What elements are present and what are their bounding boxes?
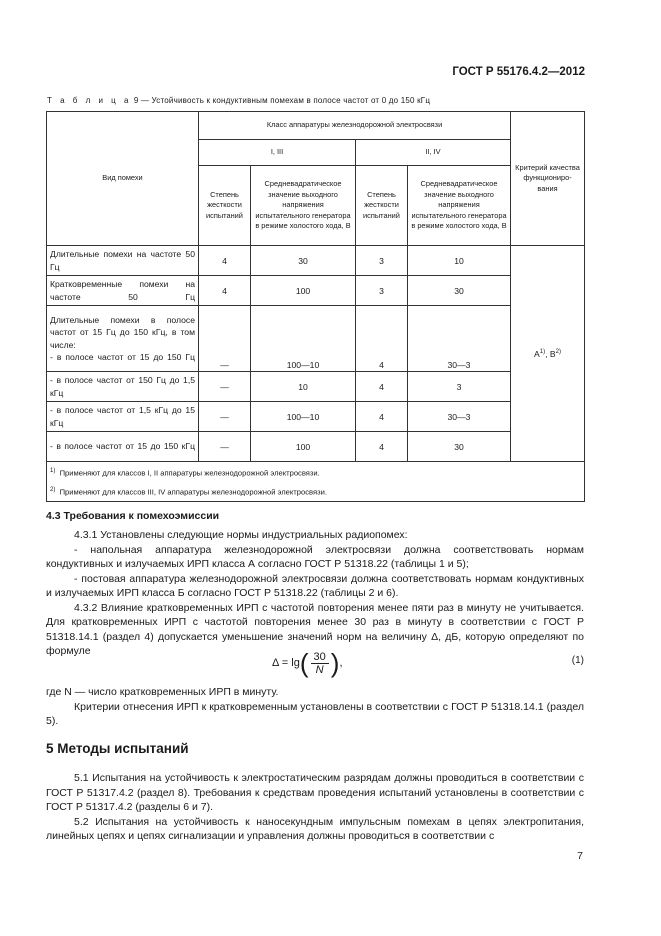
table-row bbox=[47, 276, 585, 306]
table-row bbox=[47, 306, 585, 372]
row-severity-2: 4 bbox=[356, 372, 408, 402]
row-voltage-2: 30 bbox=[408, 432, 511, 462]
header-group-1: I, III bbox=[199, 140, 356, 166]
row-severity-2: 4 bbox=[356, 432, 408, 462]
section-4-3-title: 4.3 Требования к помехоэмиссии bbox=[46, 510, 220, 522]
row-severity-2: 3 bbox=[356, 246, 408, 276]
row-severity-1: — bbox=[199, 306, 251, 372]
paragraph-4-3-1: 4.3.1 Установлены следующие нормы индустриальных радиопомех: bbox=[74, 529, 408, 541]
formula-lhs: Δ = lg bbox=[272, 657, 300, 669]
row-severity-2: 4 bbox=[356, 306, 408, 372]
right-paren: ) bbox=[330, 648, 340, 678]
row-severity-2: 4 bbox=[356, 402, 408, 432]
table-row bbox=[47, 372, 585, 402]
where-text: где N — число кратковременных ИРП в минуту. bbox=[46, 686, 279, 698]
formula-fraction bbox=[311, 651, 329, 676]
footnote-mark: 2) bbox=[50, 486, 56, 493]
row-voltage-2: 30—3 bbox=[408, 306, 511, 372]
row-voltage-2: 30 bbox=[408, 276, 511, 306]
criteria-cell bbox=[511, 246, 585, 462]
row-voltage-1: 100—10 bbox=[251, 306, 356, 372]
criteria-sup-a: 1) bbox=[539, 348, 546, 355]
row-voltage-1: 100—10 bbox=[251, 402, 356, 432]
table-row bbox=[47, 246, 585, 276]
footnote-mark: 1) bbox=[50, 468, 56, 474]
table-9 bbox=[46, 111, 585, 502]
formula bbox=[272, 650, 343, 676]
row-severity-1: 4 bbox=[199, 246, 251, 276]
row-voltage-2: 3 bbox=[408, 372, 511, 402]
header-type: Вид помехи bbox=[47, 112, 199, 246]
criteria-text: Критерии отнесения ИРП к кратковременным установлены в соответствии с ГОСТ Р 51318.14.1 (раздел 5). bbox=[46, 700, 584, 727]
criteria-b: В bbox=[549, 348, 556, 359]
list-item: - напольная аппаратура железнодорожной электросвязи должна соответствовать нормам кондуктивных и излучаемых ИРП класса А согласно ГОСТ Р 51318.22 (таблицы 1 и 5); bbox=[46, 543, 584, 570]
header-class: Класс аппаратуры железнодорожной электросвязи bbox=[199, 112, 511, 140]
criteria-sup-b: 2) bbox=[555, 348, 561, 355]
criteria-a: А bbox=[534, 348, 540, 359]
section-5-title: 5 Методы испытаний bbox=[46, 741, 189, 756]
row-label: Длительные помехи на частоте 50 Гц bbox=[47, 246, 199, 276]
paragraph-5-1: 5.1 Испытания на устойчивость к электростатическим разрядам должны проводиться в соответствии с ГОСТ Р 51317.4.2 (раздел 8). Требования к средствам проведения испытаний установлены в соответствии с ГОСТ Р 51317.4.2 (разделы 6 и 7). bbox=[46, 772, 584, 813]
caption-prefix: Т а б л и ц а bbox=[47, 96, 132, 105]
formula-tail: , bbox=[339, 657, 343, 669]
row-severity-2: 3 bbox=[356, 276, 408, 306]
formula-denominator: N bbox=[315, 663, 324, 676]
section-5-body bbox=[46, 771, 584, 844]
footnote-1 bbox=[50, 463, 581, 482]
row-label bbox=[47, 306, 199, 372]
header-group-2: II, IV bbox=[356, 140, 511, 166]
criteria-sep: , bbox=[545, 348, 550, 359]
row-voltage-2: 10 bbox=[408, 246, 511, 276]
list-item: - постовая аппаратура железнодорожной электросвязи должна соответствовать нормам кондуктивных и излучаемых ИРП класса Б согласно ГОСТ Р 51318.22 (таблицы 2 и 6). bbox=[46, 572, 584, 599]
row-severity-1: — bbox=[199, 372, 251, 402]
row-voltage-2: 30—3 bbox=[408, 402, 511, 432]
header-severity-2: Степень жесткости испытаний bbox=[356, 166, 408, 246]
row-severity-1: 4 bbox=[199, 276, 251, 306]
page-number: 7 bbox=[577, 850, 583, 862]
paragraph-4-3-2: 4.3.2 Влияние кратковременных ИРП с частотой повторения менее пяти раз в минуту не учитывается. Для кратковременных ИРП с частотой повторения менее 30 раз в минуту в соответствии с ГОСТ Р 51318.14.1 (раздел 4) допускается уменьшение значений норм на величину Δ, дБ, которую определяют по формуле bbox=[46, 601, 584, 657]
header-voltage-2: Средневадратическое значение выходного напряжения испытательного генератора в режиме холостого хода, В bbox=[408, 166, 511, 246]
row-label-sub: - в полосе частот от 15 до 150 Гц bbox=[50, 352, 195, 362]
row-voltage-1: 100 bbox=[251, 276, 356, 306]
formula-numerator: 30 bbox=[311, 651, 329, 664]
caption-text: 9 — Устойчивость к кондуктивным помехам в полосе частот от 0 до 150 кГц bbox=[133, 96, 431, 105]
table-row bbox=[47, 432, 585, 462]
row-severity-1: — bbox=[199, 402, 251, 432]
section-4-3-body bbox=[46, 528, 584, 659]
section-4-3-tail bbox=[46, 685, 584, 729]
row-label: - в полосе частот от 15 до 150 кГц bbox=[47, 432, 199, 462]
row-label-main: Длительные помехи в полосе частот от 15 Гц до 150 кГц, в том числе: bbox=[50, 314, 195, 350]
table-row bbox=[47, 402, 585, 432]
table-caption bbox=[47, 96, 430, 105]
footnote-2 bbox=[50, 482, 581, 501]
row-label: - в полосе частот от 1,5 кГц до 15 кГц bbox=[47, 402, 199, 432]
row-label: - в полосе частот от 150 Гц до 1,5 кГц bbox=[47, 372, 199, 402]
row-voltage-1: 100 bbox=[251, 432, 356, 462]
document-code: ГОСТ Р 55176.4.2—2012 bbox=[452, 66, 585, 78]
row-label: Кратковременные помехи на частоте 50 Гц bbox=[47, 276, 199, 306]
table-footnotes bbox=[47, 462, 585, 502]
footnote-text: Применяют для классов III, IV аппаратуры железнодорожной электросвязи. bbox=[59, 487, 327, 497]
row-voltage-1: 10 bbox=[251, 372, 356, 402]
formula-number: (1) bbox=[571, 655, 584, 666]
row-severity-1: — bbox=[199, 432, 251, 462]
left-paren: ( bbox=[299, 648, 309, 678]
row-voltage-1: 30 bbox=[251, 246, 356, 276]
paragraph-5-2: 5.2 Испытания на устойчивость к наносекундным импульсным помехам в цепях электропитания, линейных цепях и цепях сигнализации и управления должны проводиться в соответствии с bbox=[46, 815, 584, 842]
header-voltage-1: Средневадратическое значение выходного напряжения испытательного генератора в режиме холостого хода, В bbox=[251, 166, 356, 246]
footnote-text: Применяют для классов I, II аппаратуры железнодорожной электросвязи. bbox=[59, 468, 320, 478]
header-criteria: Критерий качества функциониро-вания bbox=[511, 112, 585, 246]
header-severity-1: Степень жесткости испытаний bbox=[199, 166, 251, 246]
